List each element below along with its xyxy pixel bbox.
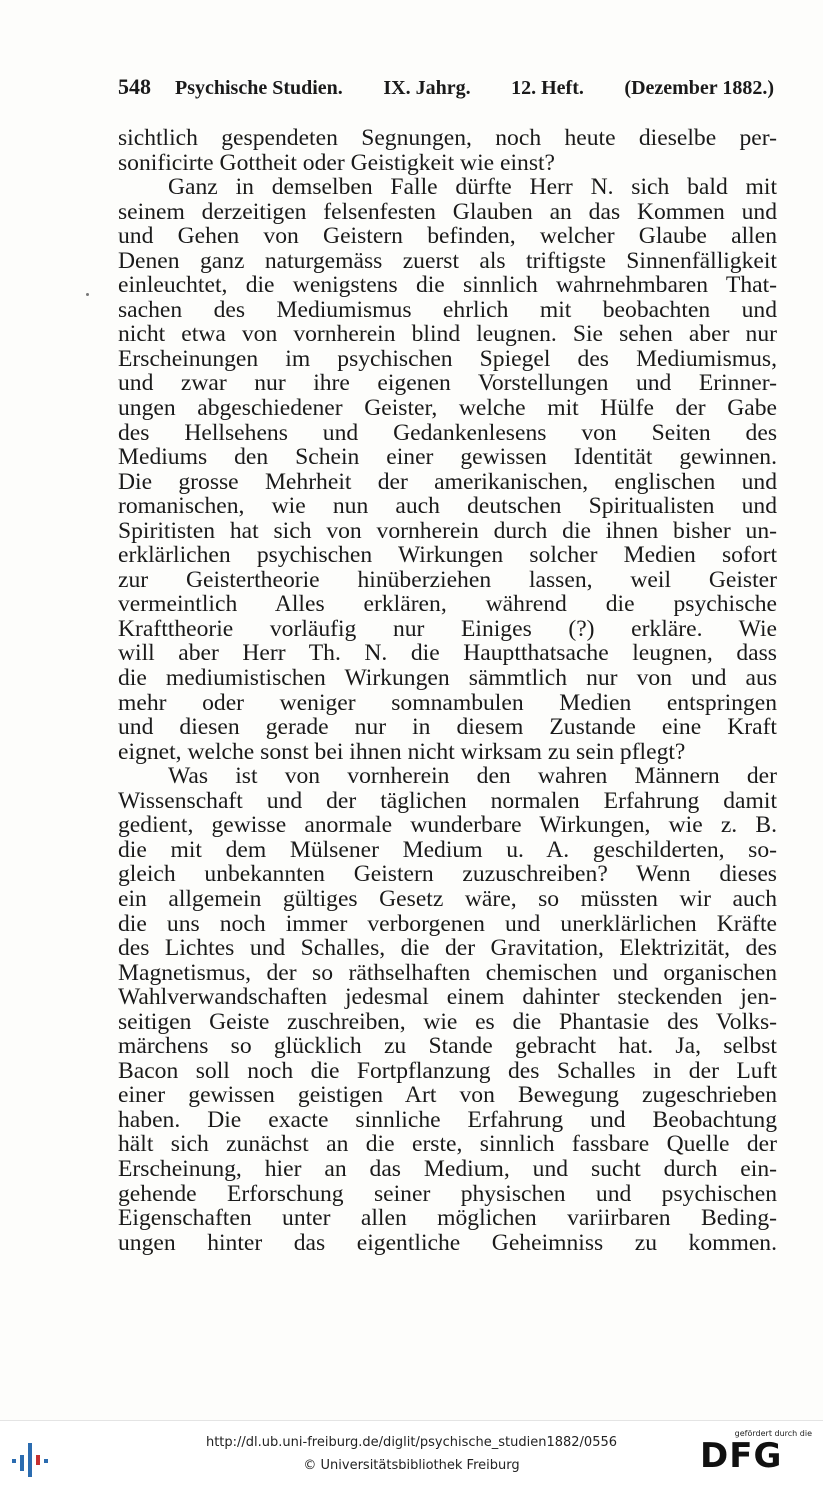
text-line: seitigen Geiste zuschreiben, wie es die Phantasie des Volks-	[118, 1009, 777, 1035]
text-line: Krafttheorie vorläufig nur Einiges (?) erkläre. Wie	[118, 616, 777, 642]
text-line: des Lichtes und Schalles, die der Gravitation, Elektrizität, des	[118, 936, 777, 961]
text-line: will aber Herr Th. N. die Hauptthatsache leugnen, dass	[118, 641, 777, 667]
text-line: gedient, gewisse anormale wunderbare Wirkungen, wie z. B.	[118, 813, 777, 838]
text-line: erklärlichen psychischen Wirkungen solcher Medien sofort	[118, 543, 777, 568]
text-line: haben. Die exacte sinnliche Erfahrung und Beobachtung	[118, 1107, 777, 1133]
text-line: ein allgemein gültiges Gesetz wäre, so müssten wir auch	[118, 886, 777, 912]
text-line: romanischen, wie nun auch deutschen Spiritualisten und	[118, 494, 777, 519]
journal-title: Psychische Studien.	[175, 77, 343, 99]
text-line: Erscheinung, hier an das Medium, und sucht durch ein-	[118, 1156, 777, 1182]
permalink-url[interactable]: http://dl.ub.uni-freiburg.de/diglit/psychische_studien1882/0556	[205, 1435, 618, 1450]
text-line: Mediums den Schein einer gewissen Identität gewinnen.	[118, 445, 777, 470]
text-line: gleich unbekannten Geistern zuzuschreiben? Wenn dieses	[118, 862, 777, 887]
text-line: Wahlverwandschaften jedesmal einem dahinter steckenden jen-	[118, 985, 777, 1010]
text-line: Magnetismus, der so räthselhaften chemischen und organischen	[118, 960, 777, 986]
page-number: 548	[118, 74, 151, 99]
text-line: und zwar nur ihre eigenen Vorstellungen und Erinner-	[118, 371, 777, 397]
text-line: einleuchtet, die wenigstens die sinnlich wahrnehmbaren That-	[118, 273, 777, 298]
text-line: Erscheinungen im psychischen Spiegel des Mediumismus,	[118, 346, 777, 372]
dfg-logo-text: DFG	[700, 1436, 783, 1476]
text-line: Spiritisten hat sich von vornherein durch die ihnen bisher un-	[118, 518, 777, 544]
text-line: eignet, welche sonst bei ihnen nicht wirksam zu sein pflegt?	[118, 739, 686, 765]
text-line: zur Geistertheorie hinüberziehen lassen, weil Geister	[118, 567, 777, 593]
text-line: ungen abgeschiedener Geister, welche mit Hülfe der Gabe	[118, 396, 777, 421]
text-line: sachen des Mediumismus ehrlich mit beobachten und	[118, 297, 777, 323]
text-line: die mediumistischen Wirkungen sämmtlich nur von und aus	[118, 666, 777, 691]
text-line: Eigenschaften unter allen möglichen variirbaren Beding-	[118, 1206, 777, 1231]
funded-by-label: gefördert durch die	[734, 1429, 812, 1438]
text-line: sonificirte Gottheit oder Geistigkeit wie einst?	[118, 150, 556, 176]
text-line: ungen hinter das eigentliche Geheimniss zu kommen.	[118, 1230, 777, 1256]
text-line: Wissenschaft und der täglichen normalen Erfahrung damit	[118, 788, 777, 814]
text-line: sichtlich gespendeten Segnungen, noch heute dieselbe per-	[118, 126, 777, 151]
text-line: vermeintlich Alles erklären, während die psychische	[118, 592, 777, 617]
text-line: und diesen gerade nur in diesem Zustande eine Kraft	[118, 715, 777, 740]
text-line: Was ist von vornherein den wahren Männern der	[168, 764, 777, 789]
text-line: einer gewissen geistigen Art von Bewegung zugeschrieben	[118, 1083, 777, 1108]
text-line: Bacon soll noch die Fortpflanzung des Schalles in der Luft	[118, 1058, 777, 1084]
text-line: seinem derzeitigen felsenfesten Glauben an das Kommen und	[118, 199, 777, 225]
text-line: Denen ganz naturgemäss zuerst als triftigste Sinnenfälligkeit	[118, 248, 777, 274]
text-line: des Hellsehens und Gedankenlesens von Seiten des	[118, 420, 777, 446]
text-line: hält sich zunächst an die erste, sinnlich fassbare Quelle der	[118, 1132, 777, 1157]
text-line: die uns noch immer verborgenen und unerklärlichen Kräfte	[118, 911, 777, 937]
text-line: märchens so glücklich zu Stande gebracht hat. Ja, selbst	[118, 1034, 777, 1059]
text-line: Die grosse Mehrheit der amerikanischen, englischen und	[118, 469, 777, 495]
text-line: nicht etwa von vornherein blind leugnen. Sie sehen aber nur	[118, 322, 777, 347]
text-line: und Gehen von Geistern befinden, welcher Glaube allen	[118, 224, 777, 249]
issue-date: (Dezember 1882.)	[624, 77, 774, 99]
issue-label: 12. Heft.	[511, 77, 584, 99]
body-text	[118, 126, 777, 1255]
text-line: Ganz in demselben Falle dürfte Herr N. sich bald mit	[168, 175, 777, 200]
text-line: mehr oder weniger somnambulen Medien entspringen	[118, 690, 777, 716]
text-line: gehende Erforschung seiner physischen und psychischen	[118, 1181, 777, 1207]
dfg-funding-logo	[700, 1429, 818, 1484]
text-line: die mit dem Mülsener Medium u. A. geschilderten, so-	[118, 837, 777, 863]
margin-mark	[86, 293, 89, 296]
volume-label: IX. Jahrg.	[383, 77, 471, 99]
running-header	[118, 74, 774, 104]
viewer-footer	[0, 1420, 823, 1488]
copyright-notice: © Universitätsbibliothek Freiburg	[303, 1458, 520, 1473]
